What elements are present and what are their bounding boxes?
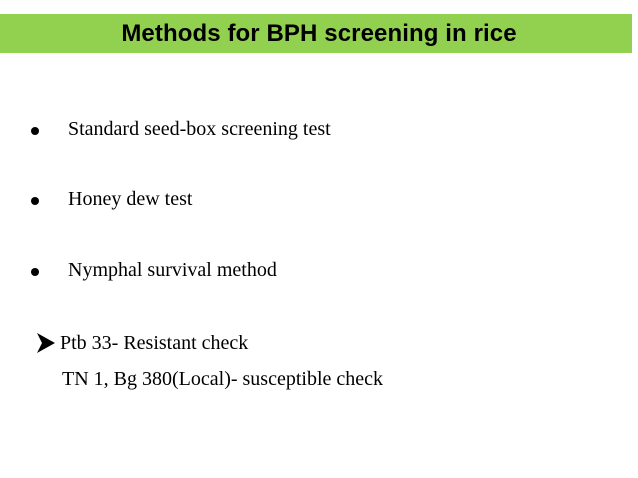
arrow-bullet-icon [37,333,55,353]
bullet-item: Standard seed-box screening test [68,118,331,140]
slide-title: Methods for BPH screening in rice [121,19,517,47]
continuation-item: TN 1, Bg 380(Local)- susceptible check [62,368,384,390]
bullet-dot-icon [31,197,39,205]
bullet-item: Honey dew test [68,188,193,210]
bullet-dot-icon [31,127,39,135]
bullet-dot-icon [31,268,39,276]
title-bar [0,14,632,53]
bullet-item: Nymphal survival method [68,259,277,281]
arrow-item: Ptb 33- Resistant check [60,332,249,354]
